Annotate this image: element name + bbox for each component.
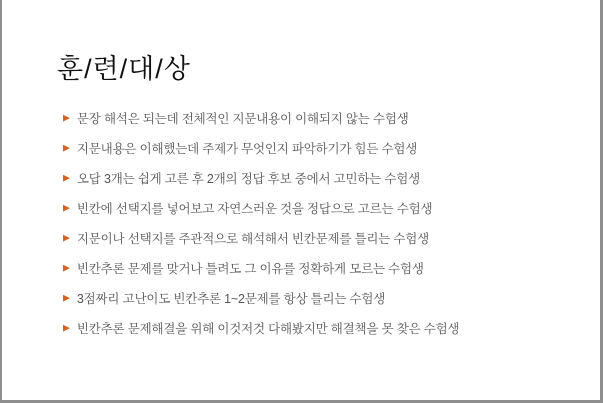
list-item-text: 빈칸추론 문제를 맞거나 틀려도 그 이유를 정확하게 모르는 수험생 (76, 262, 424, 276)
triangle-bullet-icon: ▶ (63, 322, 70, 332)
list-item-text: 지문내용은 이해했는데 주제가 무엇인지 파악하기가 힘든 수험생 (76, 142, 418, 156)
list-item-text: 3점짜리 고난이도 빈칸추론 1~2문제를 항상 틀리는 수험생 (76, 292, 386, 306)
list-item (63, 253, 459, 283)
list-item (63, 103, 459, 133)
list-item (63, 223, 459, 253)
list-item (63, 283, 459, 313)
triangle-bullet-icon: ▶ (63, 262, 70, 272)
list-item (63, 163, 459, 193)
triangle-bullet-icon: ▶ (63, 292, 70, 302)
triangle-bullet-icon: ▶ (63, 172, 70, 182)
list-item-text: 지문이나 선택지를 주관적으로 해석해서 빈칸문제를 틀리는 수험생 (76, 232, 430, 246)
target-list (63, 103, 459, 343)
list-item (63, 313, 459, 343)
list-item-text: 오답 3개는 쉽게 고른 후 2개의 정답 후보 중에서 고민하는 수험생 (76, 172, 421, 186)
page-title: 훈/련/대/상 (57, 54, 191, 84)
list-item-text: 빈칸추론 문제해결을 위해 이것저것 다해봤지만 해결책을 못 찾은 수험생 (76, 322, 460, 336)
list-item-text: 빈칸에 선택지를 넣어보고 자연스러운 것을 정답으로 고르는 수험생 (76, 202, 433, 216)
list-item-text: 문장 해석은 되는데 전체적인 지문내용이 이해되지 않는 수험생 (76, 112, 409, 126)
list-item (63, 193, 459, 223)
triangle-bullet-icon: ▶ (63, 142, 70, 152)
triangle-bullet-icon: ▶ (63, 202, 70, 212)
triangle-bullet-icon: ▶ (63, 232, 70, 242)
triangle-bullet-icon: ▶ (63, 112, 70, 122)
list-item (63, 133, 459, 163)
